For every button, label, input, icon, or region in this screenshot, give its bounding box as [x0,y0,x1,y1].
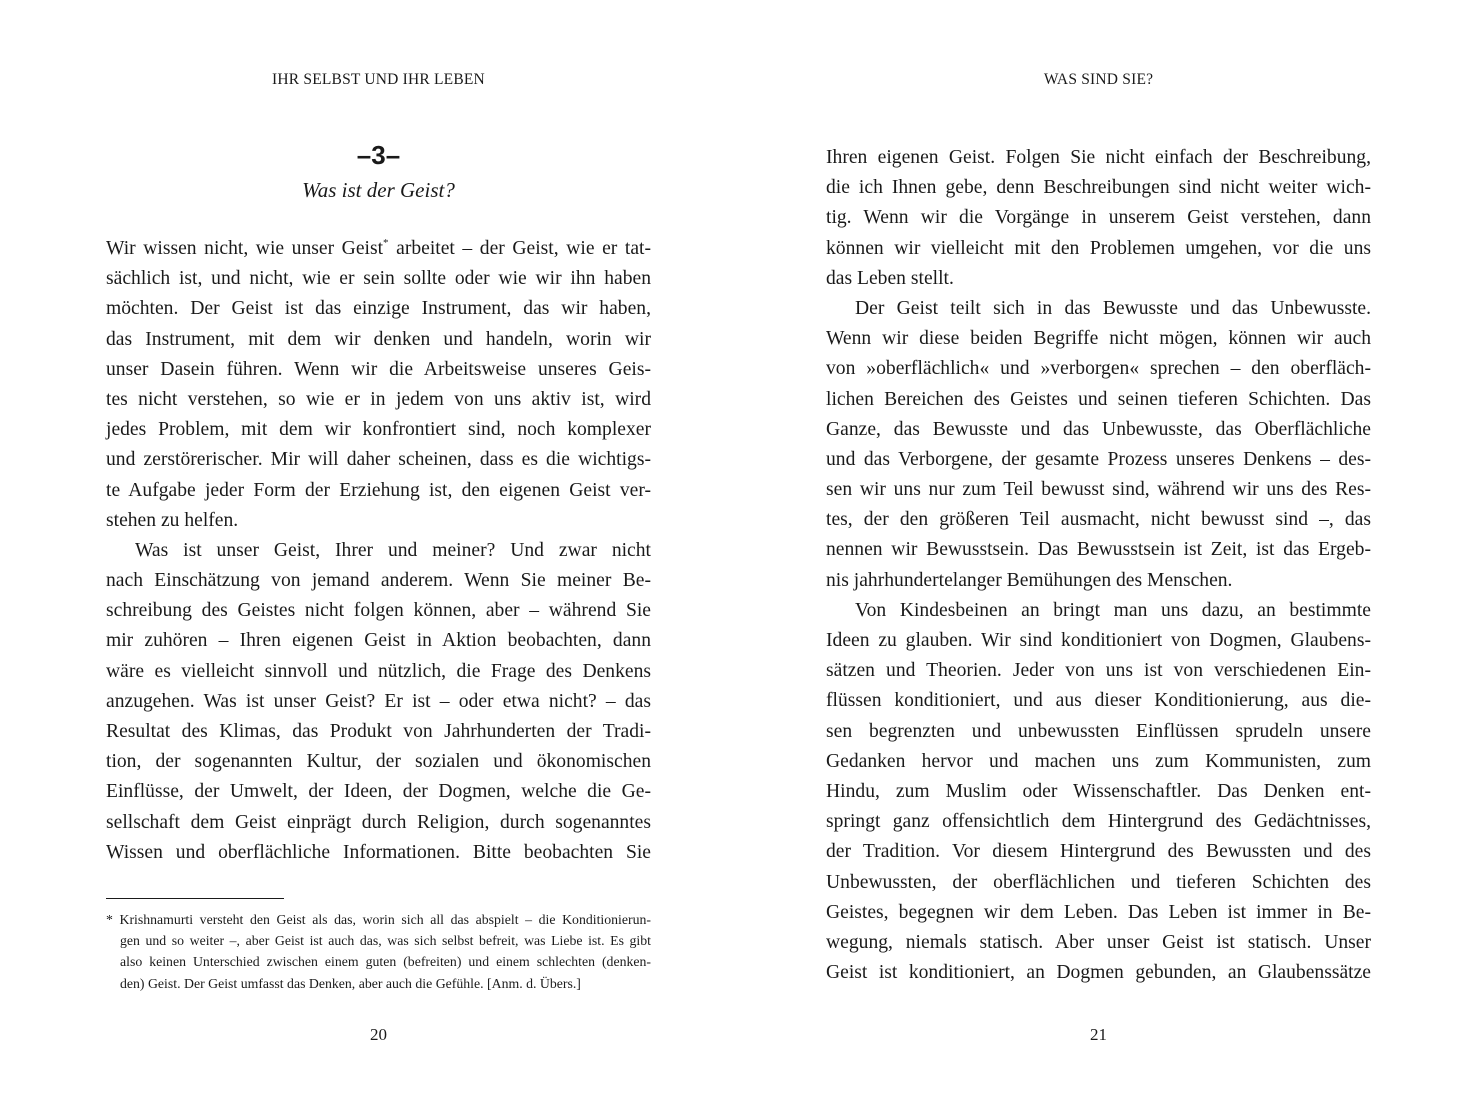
footnote-line: gen und so weiter –, aber Geist ist auch das, was sich selbst befreit, was Liebe ist. Es gibt [120,933,651,949]
text-line: Wir wissen nicht, wie unser Geist* arbeitet – der Geist, wie er tat- [106,237,651,259]
chapter-number: –3– [356,140,401,170]
running-head-left: IHR SELBST UND IHR LEBEN [272,71,485,88]
text-line: flüssen konditioniert, und aus dieser Konditionierung, aus die- [826,690,1371,712]
text-line: stehen zu helfen. [106,509,239,531]
text-line: lichen Bereichen des Geistes und seinen tieferen Schichten. Das [826,388,1371,410]
text-line: Ganze, das Bewusste und das Unbewusste, das Oberflächliche [826,418,1371,440]
text-line: tes, der den größeren Teil ausmacht, nicht bewusst sind –, das [826,509,1371,531]
footnote-line: * Krishnamurti versteht den Geist als das, worin sich all das abspielt – die Konditionierun- [106,912,651,927]
right-page [826,0,1371,1104]
footnote-line: den) Geist. Der Geist umfasst das Denken, aber auch die Gefühle. [Anm. d. Übers.] [120,975,581,991]
text-line: sächlich ist, und nicht, wie er sein sollte oder wie wir ihn haben [106,268,651,290]
text-line: wegung, niemals statisch. Aber unser Geist ist statisch. Unser [826,931,1371,953]
text-line: wäre es vielleicht sinnvoll und nützlich, die Frage des Denkens [106,660,651,682]
body-text-right [826,143,1371,988]
text-line: Einflüsse, der Umwelt, der Ideen, der Dogmen, welche die Ge- [106,781,651,803]
text-line: tes nicht verstehen, so wie er in jedem von uns aktiv ist, wird [106,388,651,410]
text-line: Wissen und oberflächliche Informationen. Bitte beobachten Sie [106,841,651,863]
left-page [106,0,651,1104]
text-line: der Tradition. Vor diesem Hintergrund des Bewussten und des [826,841,1371,863]
text-line: springt ganz offensichtlich dem Hintergrund des Gedächtnisses, [826,811,1371,833]
text-line: das Leben stellt. [826,267,954,289]
footnote-line: also keinen Unterschied zwischen einem guten (befreiten) und einem schlechten (denken- [120,954,651,970]
text-line: sellschaft dem Geist einprägt durch Religion, durch sogenanntes [106,811,651,833]
text-line: nach Einschätzung von jemand anderem. Wenn Sie meiner Be- [106,570,651,592]
text-line: tig. Wenn wir die Vorgänge in unserem Geist verstehen, dann [826,207,1371,229]
text-line: Von Kindesbeinen an bringt man uns dazu, an bestimmte [855,599,1371,621]
text-line: sen begrenzten und unbewussten Einflüssen sprudeln unsere [826,720,1371,742]
footnote-rule [106,898,284,899]
text-line: Resultat des Klimas, das Produkt von Jahrhunderten der Tradi- [106,721,651,742]
running-head-right: WAS SIND SIE? [1043,71,1154,88]
text-line: tion, der sogenannten Kultur, der sozialen und ökonomischen [106,751,651,773]
text-line: anzugehen. Was ist unser Geist? Er ist – oder etwa nicht? – das [106,690,651,712]
text-line: können wir vielleicht mit den Problemen umgehen, vor die uns [826,237,1371,259]
text-line: Gedanken hervor und machen uns zum Kommunisten, zum [826,750,1371,772]
text-line: Geist ist konditioniert, an Dogmen gebunden, an Glaubenssätze [826,962,1371,984]
text-line: Ideen zu glauben. Wir sind konditioniert von Dogmen, Glaubens- [826,630,1371,651]
text-line: und das Verborgene, der gesamte Prozess unseres Denkens – des- [826,448,1371,470]
text-line: möchten. Der Geist ist das einzige Instrument, das wir haben, [106,298,651,320]
text-line: mir zuhören – Ihren eigenen Geist in Aktion beobachten, dann [106,630,651,652]
text-line: die ich Ihnen gebe, denn Beschreibungen sind nicht weiter wich- [826,177,1371,199]
body-text-left [106,234,651,868]
text-line: das Instrument, mit dem wir denken und handeln, worin wir [106,328,651,350]
text-line: Der Geist teilt sich in das Bewusste und das Unbewusste. [855,297,1371,319]
text-line: jedes Problem, mit dem wir konfrontiert sind, noch komplexer [106,419,651,441]
footnote-marker[interactable]: * [383,237,389,249]
page-number-right: 21 [1090,1025,1107,1044]
chapter-title: Was ist der Geist? [302,178,455,202]
text-line: und zerstörerischer. Mir will daher scheinen, dass es die wichtigs- [106,449,651,471]
text-line: Geistes, begegnen wir dem Leben. Das Leben ist immer in Be- [826,901,1371,923]
text-line: schreibung des Geistes nicht folgen können, aber – während Sie [106,600,651,622]
text-line: sätzen und Theorien. Jeder von uns ist von verschiedenen Ein- [826,660,1371,682]
text-line: te Aufgabe jeder Form der Erziehung ist, den eigenen Geist ver- [106,479,651,501]
text-line: Unbewussten, der oberflächlichen und tieferen Schichten des [826,871,1371,893]
footnote [106,909,651,994]
text-line: Was ist unser Geist, Ihrer und meiner? Und zwar nicht [135,539,651,561]
text-line: nis jahrhundertelanger Bemühungen des Menschen. [826,569,1233,591]
text-line: nennen wir Bewusstsein. Das Bewusstsein ist Zeit, ist das Ergeb- [826,539,1371,561]
text-line: Wenn wir diese beiden Begriffe nicht mögen, können wir auch [826,328,1371,350]
text-line: von »oberflächlich« und »verborgen« sprechen – den oberfläch- [826,358,1371,380]
text-line: unser Dasein führen. Wenn wir die Arbeitsweise unseres Geis- [106,358,651,380]
text-line: sen wir uns nur zum Teil bewusst sind, während wir uns des Res- [826,479,1371,501]
text-line: Hindu, zum Muslim oder Wissenschaftler. Das Denken ent- [826,780,1371,802]
text-line: Ihren eigenen Geist. Folgen Sie nicht einfach der Beschreibung, [826,147,1371,168]
page-number-left: 20 [370,1025,387,1044]
